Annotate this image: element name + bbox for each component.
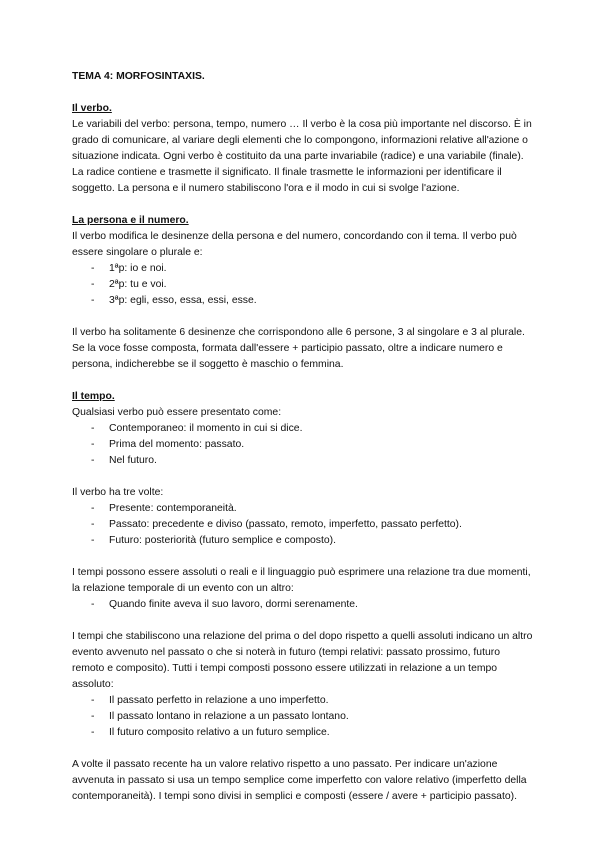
- dash-list: [72, 597, 534, 613]
- dash-bullet: -: [91, 727, 95, 738]
- dash-bullet: -: [91, 439, 95, 450]
- document-content: [72, 69, 534, 821]
- dash-bullet: -: [91, 455, 95, 466]
- dash-list: [72, 693, 534, 741]
- list-item: - 1ªp: io e noi.: [72, 261, 534, 277]
- list-item: - Contemporaneo: il momento in cui si dice.: [72, 421, 534, 437]
- dash-bullet: -: [91, 263, 95, 274]
- dash-bullet: -: [91, 503, 95, 514]
- dash-bullet: -: [91, 599, 95, 610]
- dash-bullet: -: [91, 711, 95, 722]
- list-item: - Prima del momento: passato.: [72, 437, 534, 453]
- paragraph: I tempi che stabiliscono una relazione del prima o del dopo rispetto a quelli assoluti indicano un altro evento avvenuto nel passato o che si noterà in futuro (tempi relativi: passato prossimo, futuro remoto e composito). Tutti i tempi composti possono essere utilizzati in relazione a un tempo assoluto:: [72, 631, 533, 690]
- paragraph: Qualsiasi verbo può essere presentato come:: [72, 407, 282, 418]
- list-item: - Il futuro composito relativo a un futuro semplice.: [72, 725, 534, 741]
- list-item: - Passato: precedente e diviso (passato, remoto, imperfetto, passato perfetto).: [72, 517, 534, 533]
- list-item: - 2ªp: tu e voi.: [72, 277, 534, 293]
- dash-bullet: -: [91, 295, 95, 306]
- list-item: - Futuro: posteriorità (futuro semplice e composto).: [72, 533, 534, 549]
- section-persona-numero: [72, 213, 534, 373]
- dash-list: [72, 501, 534, 549]
- paragraph: Il verbo ha tre volte:: [72, 487, 164, 498]
- list-item: - Presente: contemporaneità.: [72, 501, 534, 517]
- paragraph: Le variabili del verbo: persona, tempo, numero … Il verbo è la cosa più importante nel discorso. È in grado di comunicare, al variare degli elementi che lo compongono, informazioni relative all'azione o situazione indicata. Ogni verbo è costituito da una parte invariabile (radice) e una variabile (finale). La radice contiene e trasmette il significato. Il finale trasmette le informazioni per identificare il soggetto. La persona e il numero stabiliscono l'ora e il modo in cui si svolge l'azione.: [72, 119, 532, 194]
- section-heading: Il tempo.: [72, 391, 115, 402]
- paragraph: Il verbo ha solitamente 6 desinenze che corrispondono alle 6 persone, 3 al singolare e 3 al plurale. Se la voce fosse composta, formata dall'essere + participio passato, oltre a indicare numero e persona, indicherebbe se il soggetto è maschio o femmina.: [72, 327, 525, 370]
- paragraph: I tempi possono essere assoluti o reali e il linguaggio può esprimere una relazione tra due momenti, la relazione temporale di un evento con un altro:: [72, 567, 531, 594]
- paragraph: A volte il passato recente ha un valore relativo rispetto a uno passato. Per indicare un'azione avvenuta in passato si usa un tempo semplice come imperfetto con valore relativo (imperfetto della contemporaneità). I tempi sono divisi in semplici e composti (essere / avere + participio passato).: [72, 759, 527, 802]
- section-tempo: [72, 389, 534, 805]
- list-item: - Il passato perfetto in relazione a uno imperfetto.: [72, 693, 534, 709]
- document-title: TEMA 4: MORFOSINTAXIS.: [72, 71, 205, 82]
- section-verbo: [72, 101, 534, 197]
- list-item: - Nel futuro.: [72, 453, 534, 469]
- section-heading: Il verbo.: [72, 103, 112, 114]
- list-item: - Il passato lontano in relazione a un passato lontano.: [72, 709, 534, 725]
- dash-bullet: -: [91, 423, 95, 434]
- dash-bullet: -: [91, 695, 95, 706]
- list-item: - 3ªp: egli, esso, essa, essi, esse.: [72, 293, 534, 309]
- section-heading: La persona e il numero.: [72, 215, 189, 226]
- list-item: - Quando finite aveva il suo lavoro, dormi serenamente.: [72, 597, 534, 613]
- dash-bullet: -: [91, 279, 95, 290]
- dash-list: [72, 261, 534, 309]
- paragraph: Il verbo modifica le desinenze della persona e del numero, concordando con il tema. Il verbo può essere singolare o plurale e:: [72, 231, 517, 258]
- dash-bullet: -: [91, 535, 95, 546]
- dash-list: [72, 421, 534, 469]
- dash-bullet: -: [91, 519, 95, 530]
